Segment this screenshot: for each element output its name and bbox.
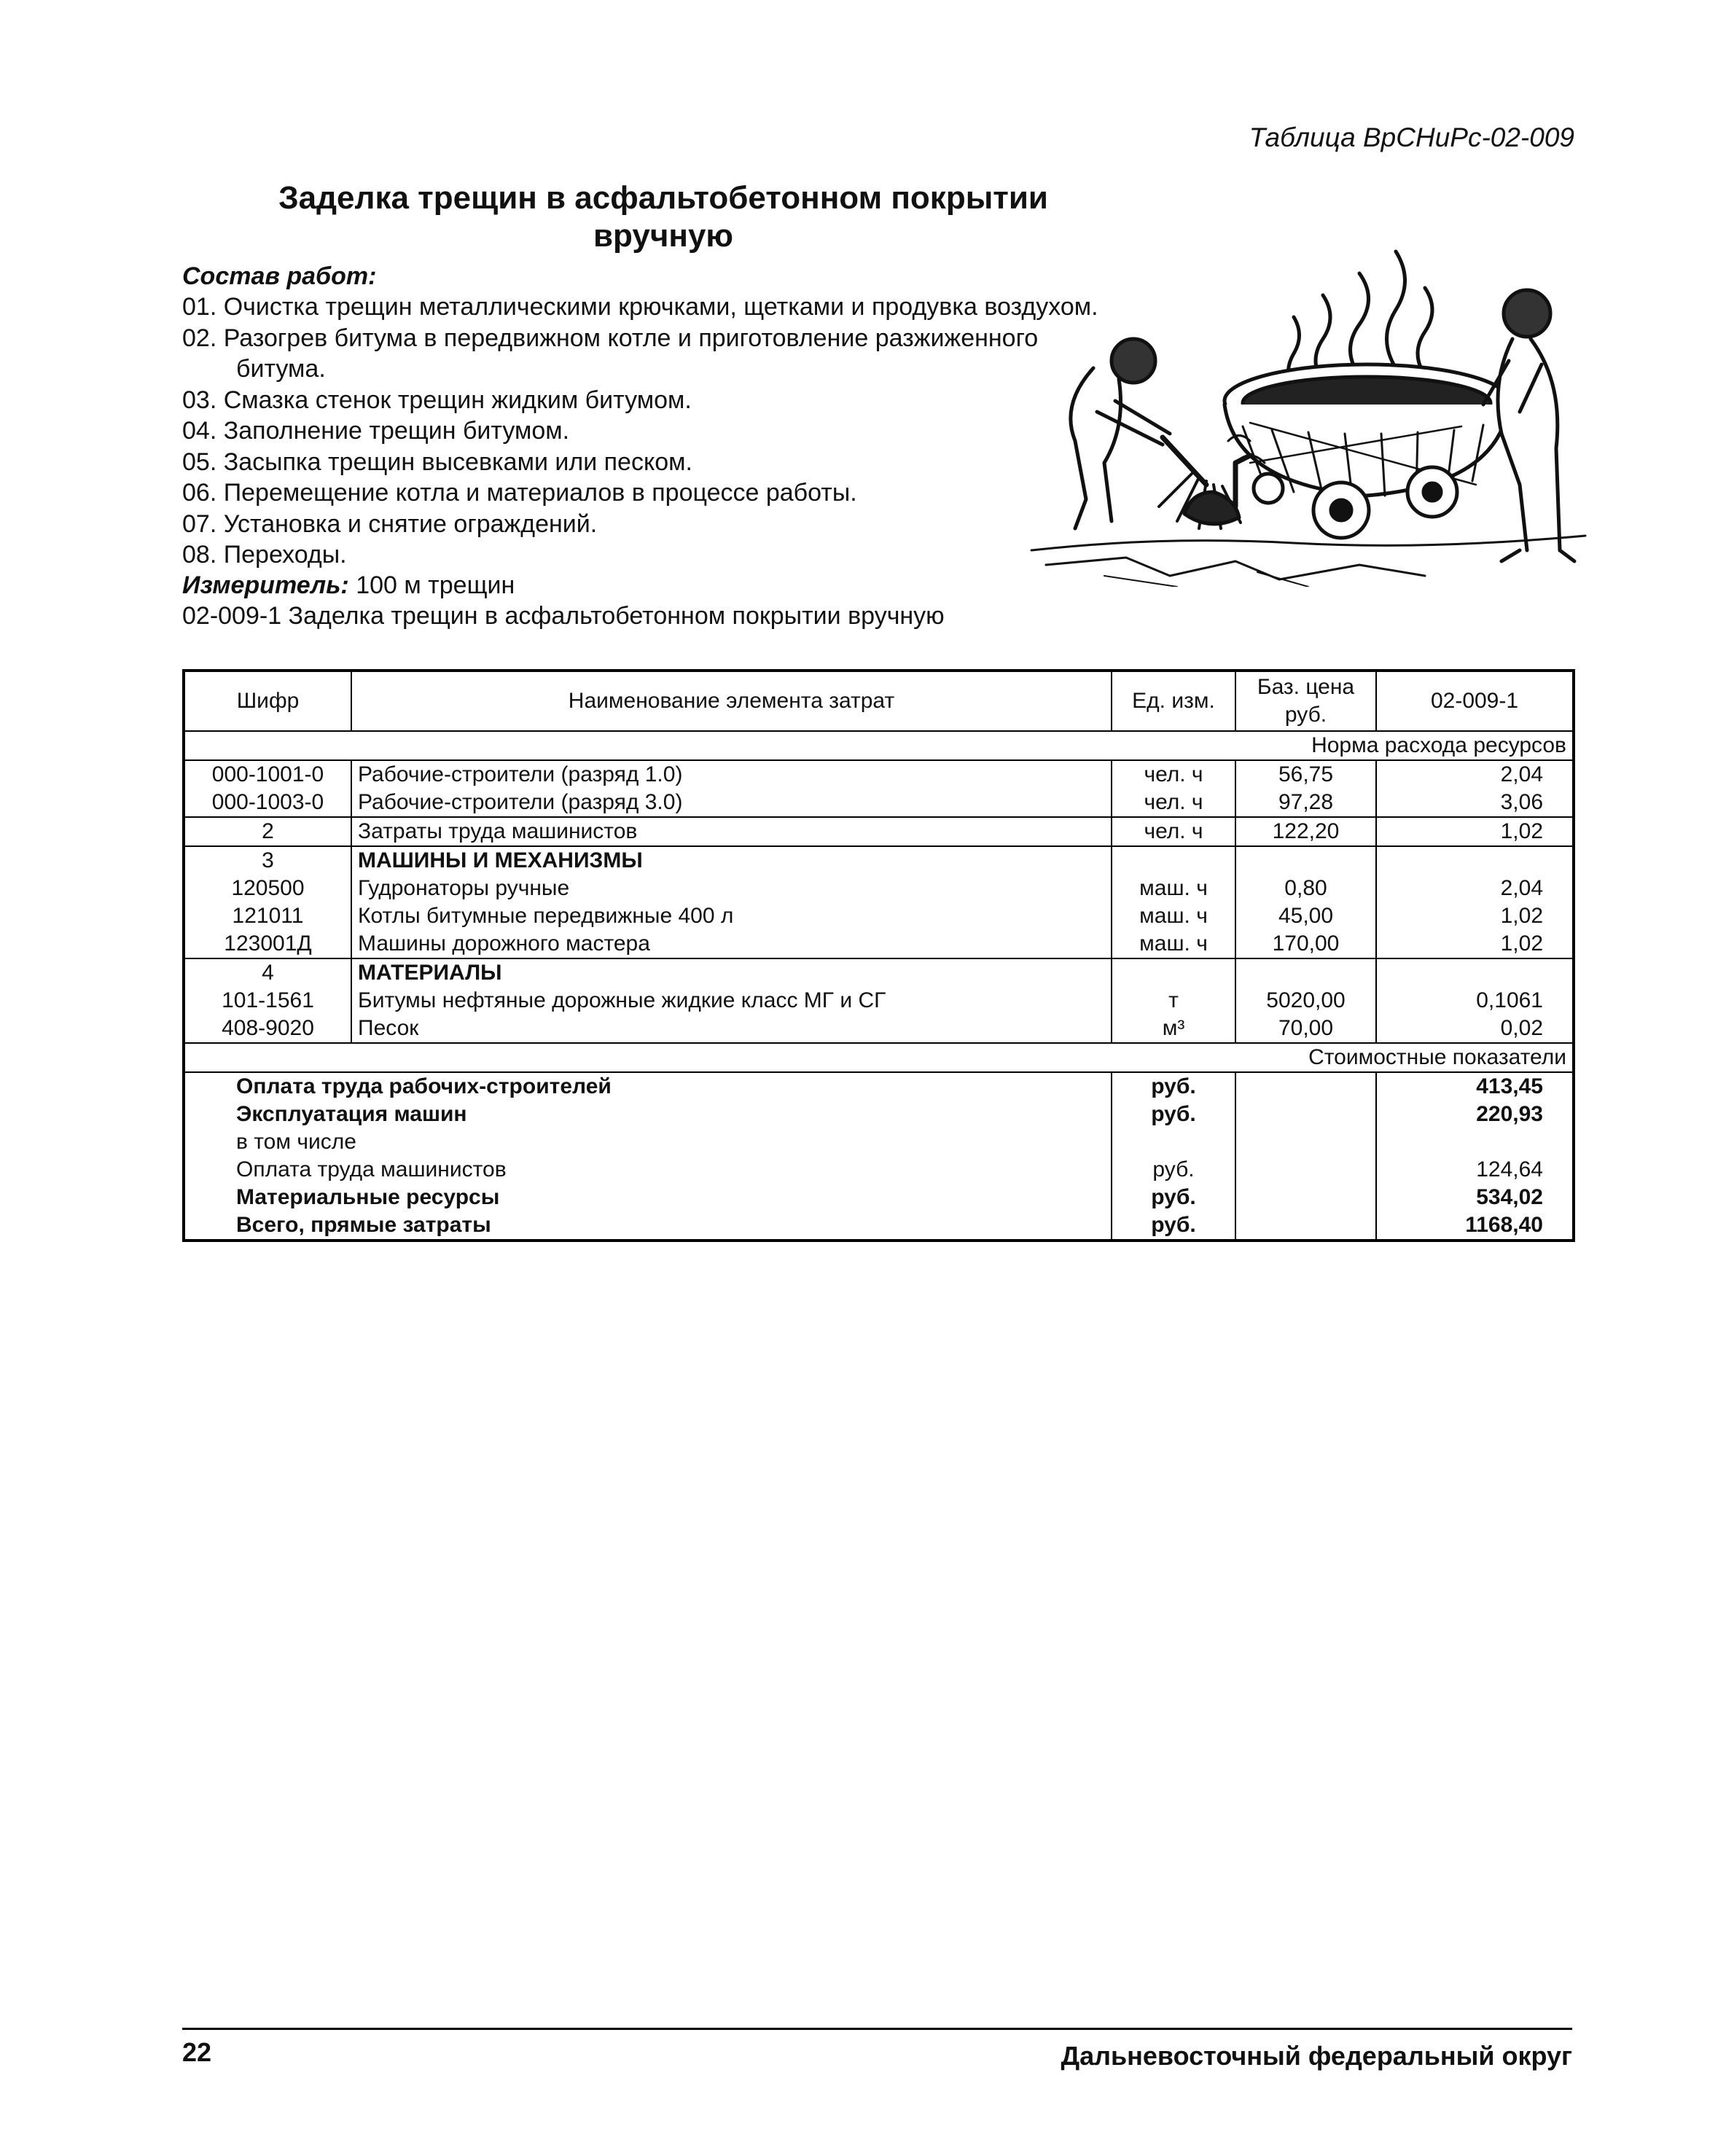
row-code: 000-1001-0: [184, 760, 351, 789]
summary-value: 1168,40: [1376, 1211, 1574, 1241]
row-code: 121011: [184, 902, 351, 930]
row-unit: маш. ч: [1112, 902, 1235, 930]
row-code: 2: [184, 817, 351, 846]
work-step: 06. Перемещение котла и материалов в процессе работы.: [182, 479, 857, 507]
row-name: Рабочие-строители (разряд 1.0): [351, 760, 1112, 789]
row-unit: чел. ч: [1112, 789, 1235, 817]
group-code: 3: [184, 846, 351, 875]
summary-unit: руб.: [1112, 1156, 1235, 1184]
row-name: Рабочие-строители (разряд 3.0): [351, 789, 1112, 817]
group-heading-row: [184, 846, 1574, 875]
work-steps-list: [182, 292, 1098, 571]
table-row: [184, 930, 1574, 958]
header-name: Наименование элемента затрат: [351, 671, 1112, 731]
work-step: 05. Засыпка трещин высевками или песком.: [182, 448, 692, 476]
table-header-row: [184, 671, 1574, 731]
table-row: [184, 817, 1574, 846]
row-unit: т: [1112, 987, 1235, 1015]
summary-value: 124,64: [1376, 1156, 1574, 1184]
row-price: 45,00: [1235, 902, 1376, 930]
row-name: Гудронаторы ручные: [351, 875, 1112, 902]
resource-norms-table: [182, 669, 1575, 1242]
summary-name: Оплата труда машинистов: [184, 1156, 1112, 1184]
row-value: 2,04: [1376, 760, 1574, 789]
table-row: [184, 789, 1574, 817]
document-title: [219, 179, 1108, 255]
row-unit: чел. ч: [1112, 760, 1235, 789]
row-value: 1,02: [1376, 902, 1574, 930]
row-value: 1,02: [1376, 817, 1574, 846]
page-number: 22: [182, 2037, 212, 2067]
row-value: 2,04: [1376, 875, 1574, 902]
row-value: 0,02: [1376, 1015, 1574, 1043]
row-value: 1,02: [1376, 930, 1574, 958]
summary-unit: руб.: [1112, 1211, 1235, 1241]
summary-name: Всего, прямые затраты: [184, 1211, 1112, 1241]
footer-region: Дальневосточный федеральный округ: [1061, 2041, 1572, 2071]
group-heading-row: [184, 958, 1574, 987]
work-step: 02. Разогрев битума в передвижном котле и приготовление разжиженного: [182, 324, 1039, 352]
measure-value: 100 м трещин: [356, 571, 515, 599]
table-row: [184, 902, 1574, 930]
row-name: Битумы нефтяные дорожные жидкие класс МГ и СГ: [351, 987, 1112, 1015]
row-price: 70,00: [1235, 1015, 1376, 1043]
row-code: 123001Д: [184, 930, 351, 958]
summary-value: 413,45: [1376, 1072, 1574, 1101]
summary-value: 220,93: [1376, 1101, 1574, 1128]
summary-row: [184, 1101, 1574, 1128]
table-row: [184, 1015, 1574, 1043]
work-step: 03. Смазка стенок трещин жидким битумом.: [182, 386, 692, 414]
row-name: Затраты труда машинистов: [351, 817, 1112, 846]
summary-name: Оплата труда рабочих-строителей: [184, 1072, 1112, 1101]
summary-row: [184, 1184, 1574, 1211]
title-line-2: вручную: [593, 218, 733, 254]
summary-unit: руб.: [1112, 1101, 1235, 1128]
summary-row: [184, 1156, 1574, 1184]
row-name: Песок: [351, 1015, 1112, 1043]
summary-row: [184, 1211, 1574, 1241]
title-line-1: Заделка трещин в асфальтобетонном покрытии: [278, 180, 1048, 216]
row-unit: маш. ч: [1112, 875, 1235, 902]
summary-row: [184, 1072, 1574, 1101]
row-unit: маш. ч: [1112, 930, 1235, 958]
summary-name: Материальные ресурсы: [184, 1184, 1112, 1211]
footer-rule: [182, 2028, 1572, 2030]
table-row: [184, 760, 1574, 789]
work-step: 04. Заполнение трещин битумом.: [182, 417, 570, 445]
row-value: 3,06: [1376, 789, 1574, 817]
row-code: 408-9020: [184, 1015, 351, 1043]
group-name: МАТЕРИАЛЫ: [351, 958, 1112, 987]
row-price: 0,80: [1235, 875, 1376, 902]
row-code: 120500: [184, 875, 351, 902]
header-value: 02-009-1: [1376, 671, 1574, 731]
table-row: [184, 875, 1574, 902]
summary-row: [184, 1128, 1574, 1156]
row-unit: чел. ч: [1112, 817, 1235, 846]
cost-banner: Стоимостные показатели: [184, 1043, 1574, 1072]
table-row: [184, 987, 1574, 1015]
row-price: 170,00: [1235, 930, 1376, 958]
row-price: 56,75: [1235, 760, 1376, 789]
summary-unit: руб.: [1112, 1072, 1235, 1101]
row-name: Котлы битумные передвижные 400 л: [351, 902, 1112, 930]
row-price: 122,20: [1235, 817, 1376, 846]
summary-including: в том числе: [184, 1128, 1112, 1156]
work-step: 08. Переходы.: [182, 541, 347, 569]
summary-value: 534,02: [1376, 1184, 1574, 1211]
row-unit: м³: [1112, 1015, 1235, 1043]
row-code: 101-1561: [184, 987, 351, 1015]
measure-label: Измеритель:: [182, 571, 349, 599]
group-code: 4: [184, 958, 351, 987]
header-unit: Ед. изм.: [1112, 671, 1235, 731]
workers-bitumen-cauldron-illustration: [1017, 244, 1593, 587]
header-code: Шифр: [184, 671, 351, 731]
work-step-continuation: битума.: [236, 355, 326, 383]
summary-name: Эксплуатация машин: [184, 1101, 1112, 1128]
row-name: Машины дорожного мастера: [351, 930, 1112, 958]
group-name: МАШИНЫ И МЕХАНИЗМЫ: [351, 846, 1112, 875]
work-step: 01. Очистка трещин металлическими крючками, щетками и продувка воздухом.: [182, 293, 1098, 321]
work-step: 07. Установка и снятие ограждений.: [182, 509, 598, 538]
norm-banner-row: [184, 731, 1574, 760]
norm-banner: Норма расхода ресурсов: [184, 731, 1574, 760]
measure-line: [182, 571, 515, 600]
row-code: 000-1003-0: [184, 789, 351, 817]
row-price: 97,28: [1235, 789, 1376, 817]
row-value: 0,1061: [1376, 987, 1574, 1015]
section-caption: 02-009-1 Заделка трещин в асфальтобетонном покрытии вручную: [182, 602, 945, 630]
cost-banner-row: [184, 1043, 1574, 1072]
table-label: Таблица ВрСНиРс-02-009: [1249, 122, 1574, 152]
work-composition-heading: Состав работ:: [182, 262, 377, 290]
row-price: 5020,00: [1235, 987, 1376, 1015]
header-price: Баз. цена руб.: [1235, 671, 1376, 731]
summary-unit: руб.: [1112, 1184, 1235, 1211]
